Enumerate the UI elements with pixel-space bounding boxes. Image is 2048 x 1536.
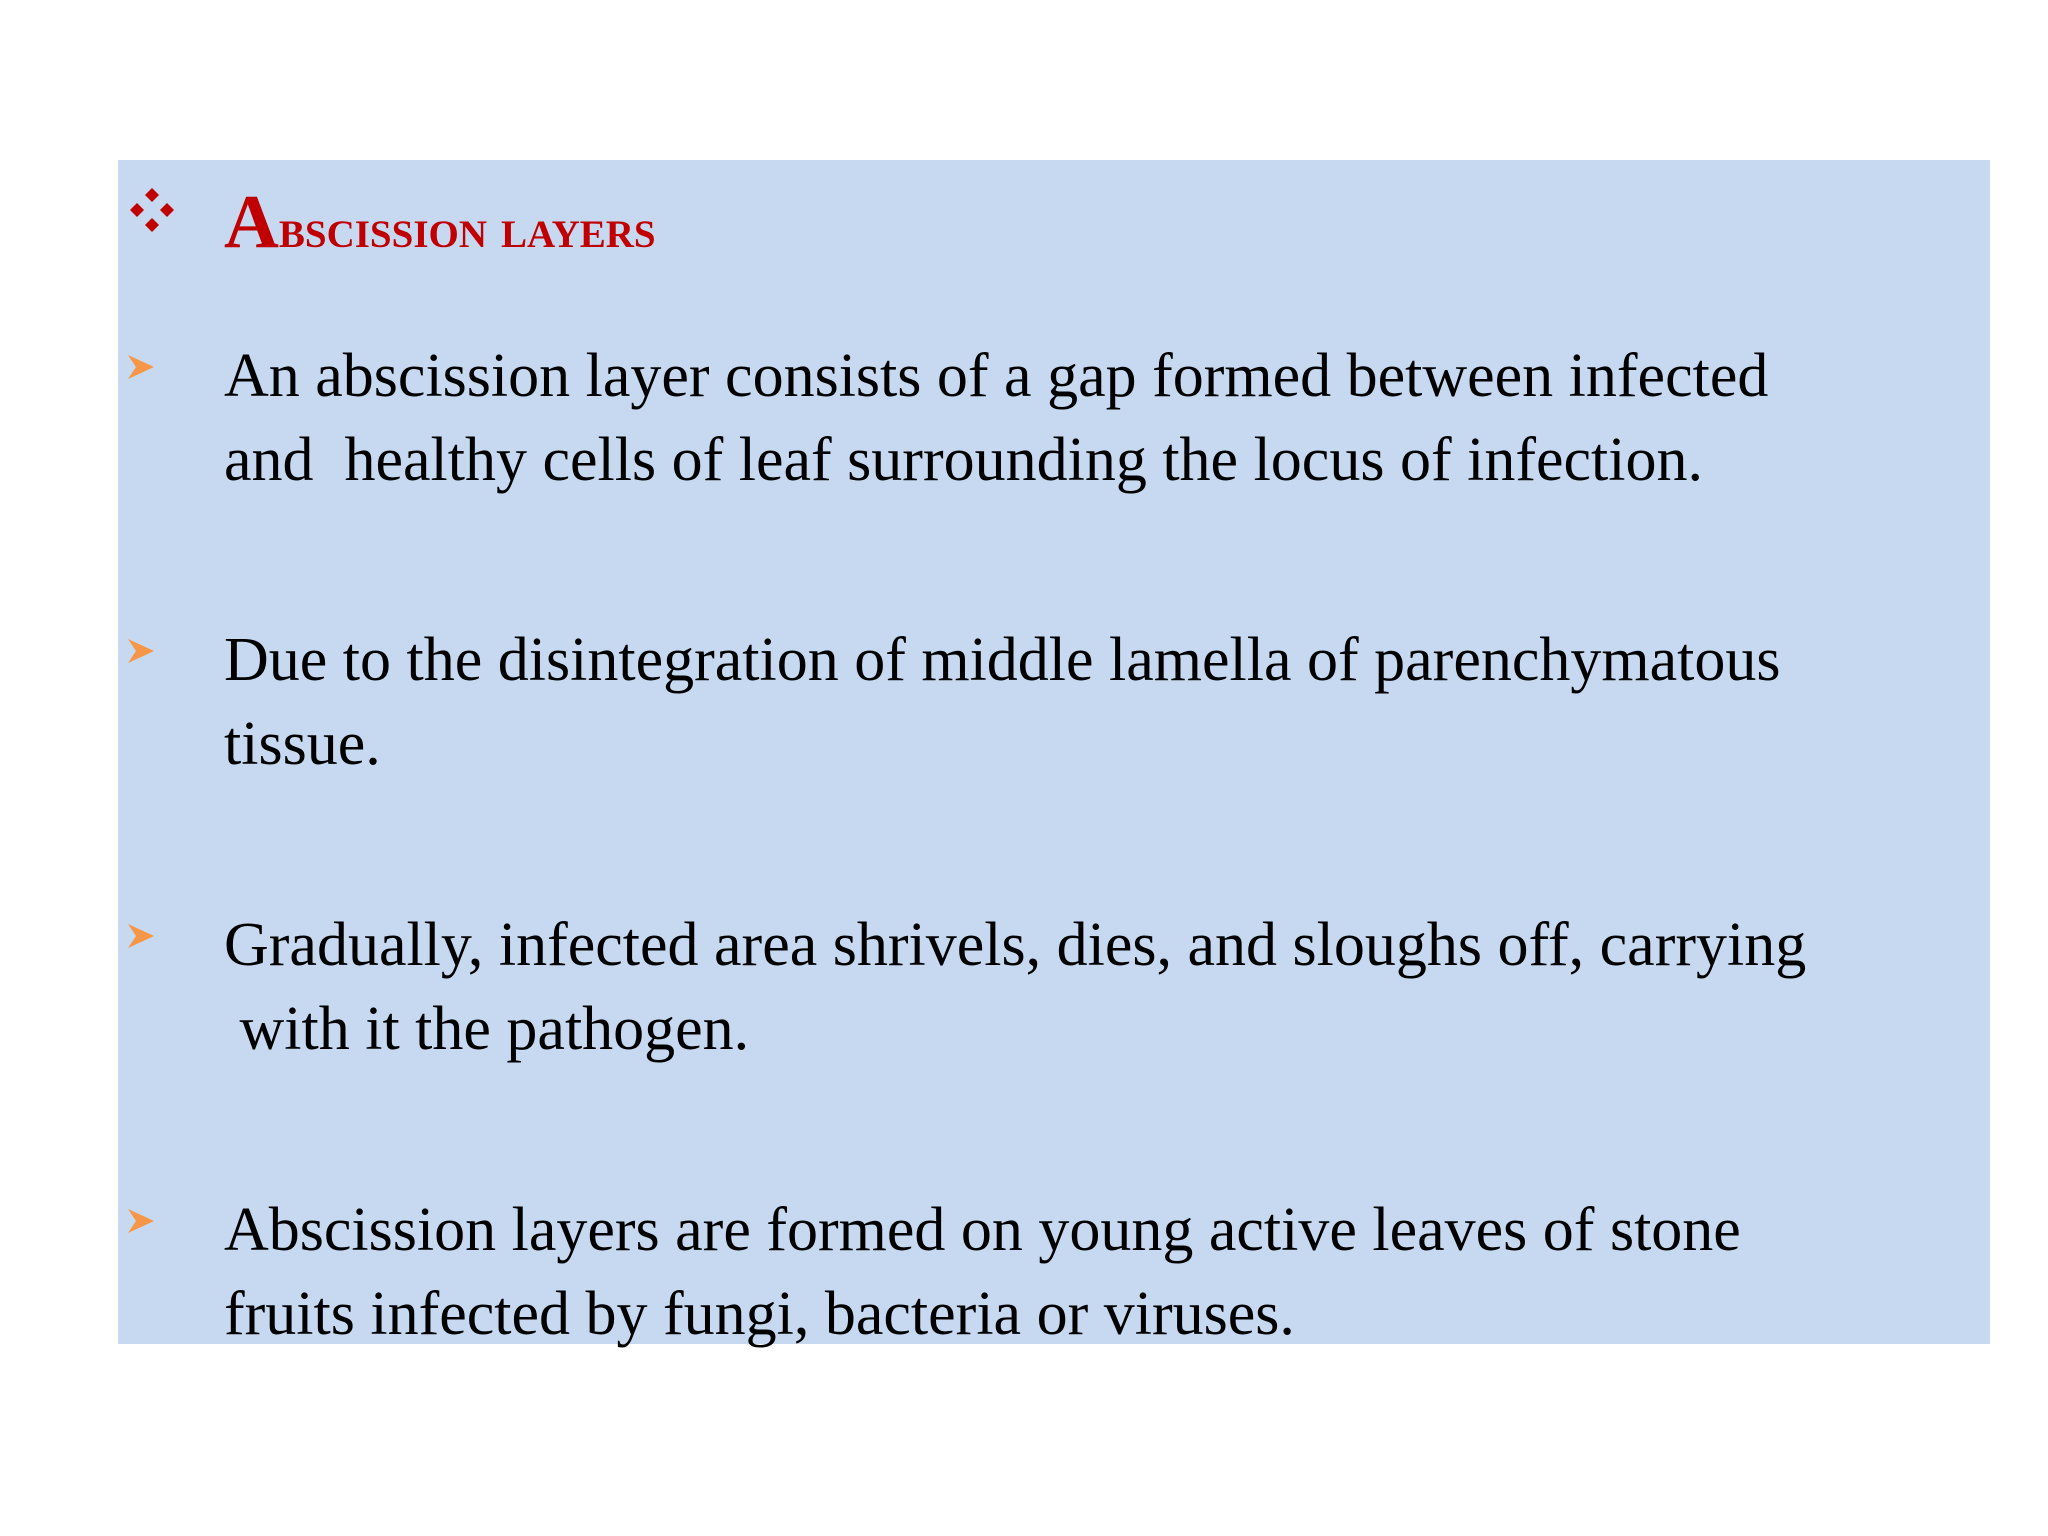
bullet-text [224, 618, 1984, 786]
arrow-bullet-icon [126, 1206, 156, 1236]
bullet-text [224, 1188, 1984, 1356]
bullet-line: Abscission layers are formed on young active leaves of stone [224, 1196, 1741, 1264]
bullet-text [224, 903, 1984, 1071]
arrow-bullet-icon [126, 352, 156, 382]
bullet-line: fruits infected by fungi, bacteria or viruses. [224, 1280, 1295, 1348]
arrow-bullet-icon [126, 636, 156, 666]
diamond-bullet-icon [128, 186, 176, 234]
bullet-line: Due to the disintegration of middle lamella of parenchymatous [224, 626, 1781, 694]
bullet-line: Gradually, infected area shrivels, dies, and sloughs off, carrying [224, 911, 1807, 979]
bullet-line: An abscission layer consists of a gap formed between infected [224, 342, 1769, 410]
bullet-line: tissue. [224, 710, 381, 778]
bullet-line: with it the pathogen. [224, 995, 750, 1063]
slide-title-initial: A [224, 180, 279, 264]
bullet-line: and healthy cells of leaf surrounding the locus of infection. [224, 426, 1703, 494]
slide-title-rest: bscission layers [278, 198, 656, 260]
slide-title [224, 172, 656, 279]
bullet-text [224, 334, 1984, 502]
arrow-bullet-icon [126, 921, 156, 951]
